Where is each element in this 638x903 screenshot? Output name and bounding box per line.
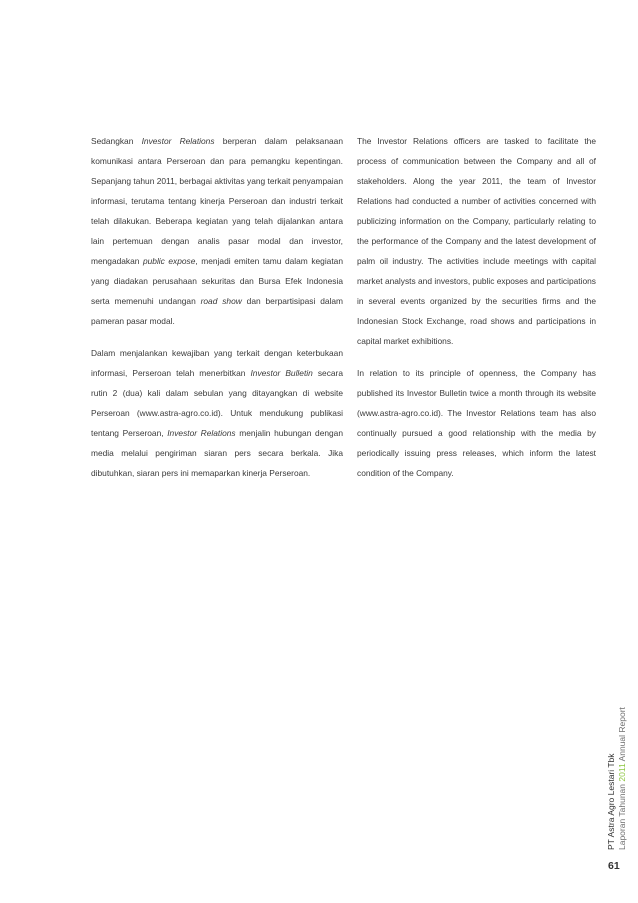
right-paragraph-2: In relation to its principle of openness, the Company has published its Investor Bulletin twice a month through its website (www.astra-agro.co.id). The Investor Relations team has also continually pursued a good relationship with the media by periodically issuing press releases, which inform the latest condition of the Company. [357, 368, 596, 478]
left-paragraph-2 [91, 343, 343, 483]
italic-term: Investor Bulletin [250, 368, 313, 378]
left-column-indonesian [91, 131, 343, 495]
report-suffix: Annual Report [617, 707, 627, 764]
text-span: menjalin hubungan dengan media melalui pengiriman siaran pers secara berkala. Jika dibutuhkan, siaran pers ini memaparkan kinerja Perseroan. [91, 428, 343, 478]
italic-term: road show [200, 296, 242, 306]
right-paragraph-1: The Investor Relations officers are tasked to facilitate the process of communication between the Company and all of stakeholders. Along the year 2011, the team of Investor Relations had conducted a number of activities concerned with publicizing information on the Company, particularly relating to the performance of the Company and the latest development of palm oil industry. The activities include meetings with capital market analysts and investors, public exposes and participations in several events organized by the securities firms and the Indonesian Stock Exchange, road shows and participations in capital market exhibitions. [357, 136, 596, 346]
italic-term: public expose [142, 256, 196, 266]
report-prefix: Laporan Tahunan [617, 781, 627, 850]
page-number: 61 [608, 860, 620, 872]
italic-term: Investor Relations [167, 428, 236, 438]
text-span: , menjadi emiten tamu dalam kegiatan yang diadakan perusahaan sekuritas dan Bursa Efek Indonesia serta memenuhi undangan [91, 256, 343, 306]
sidebar-report-label [598, 600, 638, 855]
sidebar-rotated-text [606, 707, 628, 850]
text-span: secara rutin 2 (dua) kali dalam sebulan yang ditayangkan di website Perseroan (www.astra-agro.co.id). Untuk mendukung publikasi tentang Perseroan, [91, 368, 344, 438]
text-span: berperan dalam pelaksanaan komunikasi antara Perseroan dan para pemangku kepentingan. Sepanjang tahun 2011, berbagai aktivitas yang terkait penyampaian informasi, terutama tentang kinerja Perseroan dan industri terkait telah dilakukan. Beberapa kegiatan yang telah dijalankan antara lain pertemuan dengan analis pasar modal dan investor, mengadakan [91, 136, 343, 266]
italic-term: Investor Relations [141, 136, 215, 146]
left-paragraph-1 [91, 131, 343, 331]
report-title [617, 707, 628, 850]
text-span: dan berpartisipasi dalam pameran pasar modal. [91, 296, 344, 326]
report-year: 2011 [617, 763, 627, 782]
company-name: PT Astra Agro Lestari Tbk [606, 753, 616, 850]
text-span: Sedangkan [91, 136, 142, 146]
right-column-english [357, 131, 596, 495]
text-span: Dalam menjalankan kewajiban yang terkait dengan keterbukaan informasi, Perseroan telah menerbitkan [91, 348, 343, 378]
